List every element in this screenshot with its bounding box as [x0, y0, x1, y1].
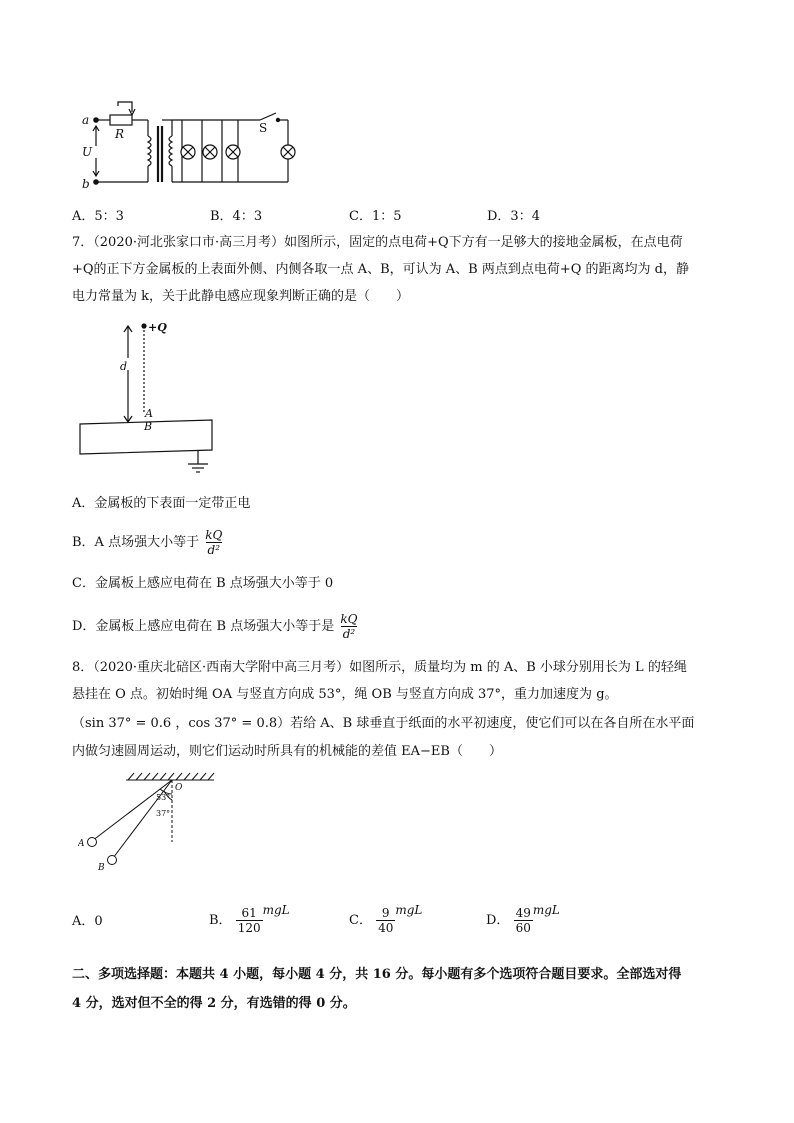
label-u: U [82, 145, 93, 159]
switch-s [260, 113, 276, 120]
fraction-denominator: d² [207, 543, 221, 557]
label-r: R [115, 127, 125, 141]
label-s: S [259, 121, 268, 135]
q8-stem-line-1: 8．（2020·重庆北碚区·西南大学附中高三月考）如图所示，质量均为 m 的 A、B 小球分别用长为 L 的轻绳 [72, 660, 687, 675]
label-point-b: B [144, 420, 153, 433]
label-angle-37: 37° [156, 809, 171, 818]
q8-stem-line-4: 内做匀速圆周运动，则它们运动时所具有的机械能的差值 EA−EB（ ） [72, 744, 502, 759]
q7-option-b-text: B．A 点场强大小等于 [72, 535, 200, 550]
q8-option-b-unit: mgL [262, 903, 290, 917]
ball-a [88, 838, 97, 847]
q6-option-d[interactable]: D．3：4 [487, 209, 540, 224]
fraction-denominator: d² [342, 627, 356, 641]
point-charge-q [142, 324, 146, 328]
q8-option-b[interactable] [209, 888, 290, 943]
q7-option-b-fraction [203, 528, 224, 557]
q6-option-a[interactable]: A．5：3 [72, 209, 124, 224]
lamp-icon [226, 145, 240, 159]
lamp-icon [181, 145, 195, 159]
label-d: d [120, 360, 128, 373]
q7-option-d-fraction [338, 612, 359, 641]
section-2-heading-line-1: 二、多项选择题：本题共 4 小题，每小题 4 分，共 16 分。每小题有多个选项符合题目要求。全部选对得 [72, 967, 682, 982]
lamp-icon [281, 145, 295, 159]
fraction-numerator: kQ [205, 528, 223, 542]
label-ball-b: B [98, 863, 105, 873]
q7-stem-line-1: 7．（2020·河北张家口市·高三月考）如图所示，固定的点电荷+Q下方有一足够大的接地金属板，在点电荷 [72, 235, 683, 250]
primary-coil [148, 136, 151, 166]
label-a: a [82, 113, 90, 127]
ball-b [108, 856, 117, 865]
q8-option-d-unit: mgL [532, 903, 560, 917]
q8-option-a[interactable]: A．0 [72, 914, 103, 929]
fraction-numerator: 9 [381, 906, 390, 920]
q8-option-b-fraction [236, 906, 263, 935]
q7-option-d[interactable] [72, 604, 360, 650]
label-o: O [175, 783, 183, 793]
q8-option-d[interactable] [486, 888, 560, 943]
fraction-denominator: 40 [378, 921, 394, 935]
q7-stem-line-3: 电力常量为 k，关于此静电感应现象判断正确的是（ ） [72, 289, 410, 304]
label-ball-a: A [78, 839, 85, 849]
section-2-heading-line-2: 4 分，选对但不全的得 2 分，有选错的得 0 分。 [72, 996, 356, 1011]
grounded-plate-figure [76, 318, 226, 484]
q7-stem-line-2: +Q的正下方金属板的上表面外侧、内侧各取一点 A、B，可认为 A、B 两点到点电荷+Q 的距离均为 d，静 [72, 262, 689, 277]
q8-option-c-fraction [376, 906, 395, 935]
q8-option-c-label: C． [349, 913, 372, 928]
label-b: b [82, 177, 90, 191]
q7-option-b[interactable] [72, 520, 224, 566]
q8-option-d-fraction [514, 906, 533, 935]
q7-option-c[interactable]: C．金属板上感应电荷在 B 点场强大小等于 0 [72, 576, 334, 591]
q8-option-c-unit: mgL [395, 903, 423, 917]
q8-stem-line-2: 悬挂在 O 点。初始时绳 OA 与竖直方向成 53°，绳 OB 与竖直方向成 37°，重力加速度为 g。 [72, 687, 618, 702]
q6-option-c[interactable]: C．1：5 [349, 209, 402, 224]
conical-pendulum-figure [78, 770, 218, 880]
q8-option-b-label: B． [209, 913, 232, 928]
fraction-numerator: 49 [515, 906, 531, 920]
lamp-icon [203, 145, 217, 159]
label-angle-53: 53° [156, 793, 171, 802]
q8-option-c[interactable] [349, 888, 422, 943]
q7-option-d-text: D．金属板上感应电荷在 B 点场强大小等于是 [72, 619, 335, 634]
label-point-a: A [145, 407, 153, 420]
rheostat-r [110, 115, 132, 125]
q8-stem-line-3: （sin 37° = 0.6 ，cos 37° = 0.8）若给 A、B 球垂直于纸面的水平初速度，使它们可以在各自所在水平面 [72, 716, 695, 731]
fraction-numerator: kQ [340, 612, 358, 626]
label-plus-q: +Q [148, 321, 167, 334]
q7-option-a[interactable]: A．金属板的下表面一定带正电 [72, 496, 251, 511]
q6-option-b[interactable]: B．4：3 [210, 209, 263, 224]
secondary-coil [169, 136, 172, 166]
fraction-numerator: 61 [241, 906, 257, 920]
q8-option-d-label: D． [486, 913, 510, 928]
fraction-denominator: 120 [237, 921, 261, 935]
fraction-denominator: 60 [515, 921, 531, 935]
transformer-circuit-figure [78, 96, 308, 192]
